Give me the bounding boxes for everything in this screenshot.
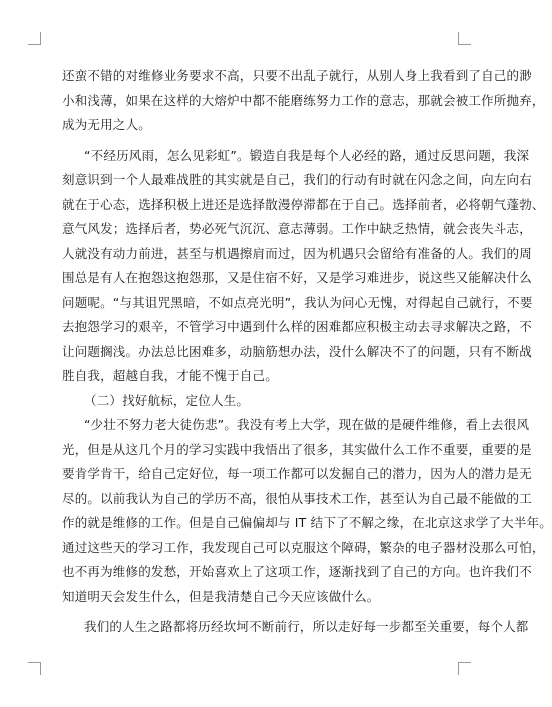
text-line: “不经历风雨，怎么见彩虹”。锻造自我是每个人必经的路，通过反思问题，我深 [84,147,530,163]
text-line: 让问题搁浅。办法总比困难多，动脑筋想办法，没什么解决不了的问题，只有不断战 [62,343,532,359]
text-line: 也不再为维修的发愁，开始喜欢上了这项工作，逐渐找到了自己的方向。也许我们不 [62,564,532,579]
text-line: 去抱怨学习的艰辛，不管学习中遇到什么样的困难都应积极主动去寻求解决之路，不 [62,319,532,334]
corner-mark-top-left [28,32,41,45]
text-line: 知道明天会发生什么，但是我清楚自己今天应该做什么。 [62,588,380,604]
text-line: 我们的人生之路都将历经坎坷不断前行，所以走好每一步都至关重要，每个人都 [84,619,529,634]
text-line: 围总是有人在抱怨这抱怨那，又是住宿不好，又是学习难进步，说这些又能解决什么 [62,270,532,285]
text-line: 还蛮不错的对维修业务要求不高，只要不出乱子就行，从别人身上我看到了自己的渺 [62,68,532,83]
section-heading: （二）找好航标，定位人生。 [84,392,250,408]
text-line: 通过这些天的学习工作，我发现自己可以克服这个障碍，繁杂的电子器材没那么可怕， [62,539,545,555]
text-line: 就在于心态，选择积极上进还是选择散漫停滞都在于自己。选择前者，必将朝气蓬勃、 [62,196,545,212]
corner-mark-top-right [458,32,471,45]
corner-mark-bottom-left [28,662,41,675]
text-line: 刻意识到一个人最难战胜的其实就是自己，我们的行动有时就在闪念之间，向左向右 [62,172,532,187]
text-line: 人就没有动力前进，甚至与机遇擦肩而过，因为机遇只会留给有准备的人。我们的周 [62,245,532,261]
corner-mark-bottom-right [458,662,471,675]
text-line: 作的就是维修的工作。但是自己偏偏却与 IT 结下了不解之缘，在北京这求学了大半年。 [62,515,552,530]
text-line: 小和浅薄，如果在这样的大熔炉中都不能磨练努力工作的意志，那就会被工作所抛弃， [62,92,545,108]
text-line: 胜自我，超越自我，才能不愧于自己。 [62,368,278,383]
body-text [62,64,552,640]
text-line: 问题呢。“与其诅咒黑暗，不如点亮光明”，我认为问心无愧，对得起自己就行，不要 [62,294,533,310]
text-line: 光，但是从这几个月的学习实践中我悟出了很多，其实做什么工作不重要，重要的是 [62,441,532,457]
text-line: 成为无用之人。 [62,117,151,132]
text-line: 尽的。以前我认为自己的学历不高，很怕从事技术工作，甚至认为自己最不能做的工 [62,490,532,506]
text-line: “少壮不努力老大徒伤悲”。我没有考上大学，现在做的是硬件维修，看上去很风 [84,417,530,432]
text-line: 要肯学肯干，给自己定好位，每一项工作都可以发掘自己的潜力，因为人的潜力是无 [62,466,532,481]
text-line: 意气风发；选择后者，势必死气沉沉、意志薄弱。工作中缺乏热情，就会丧失斗志， [62,221,532,236]
